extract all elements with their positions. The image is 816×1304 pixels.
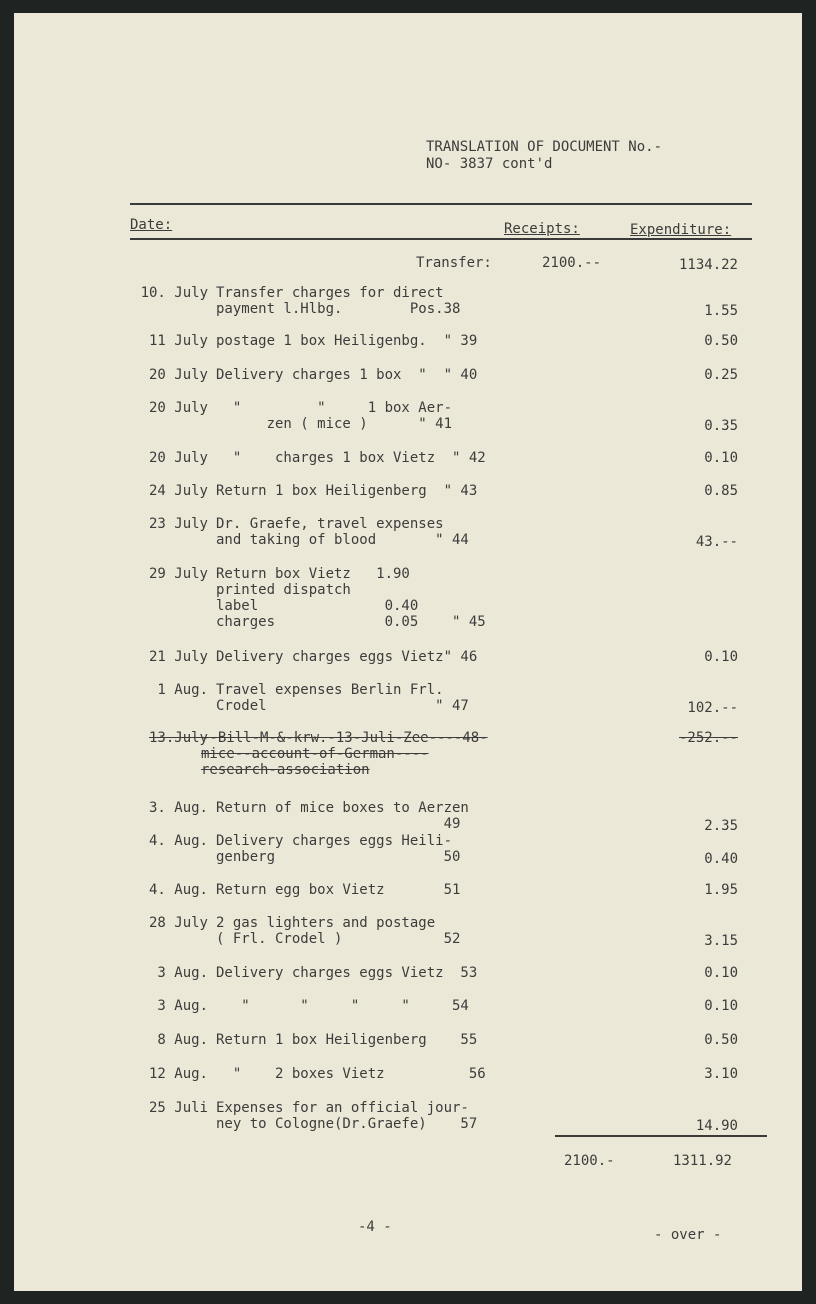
entry-expenditure: 0.85 bbox=[704, 483, 738, 499]
entry-description-line: Delivery charges eggs Vietz 53 bbox=[216, 965, 478, 981]
entry-description-line: label 0.40 bbox=[216, 598, 419, 614]
entry-expenditure: 3.10 bbox=[704, 1066, 738, 1082]
entry-expenditure: 3.15 bbox=[704, 933, 738, 949]
header-title: TRANSLATION OF DOCUMENT No.- bbox=[426, 139, 663, 155]
entry-expenditure: 0.50 bbox=[704, 333, 738, 349]
col-expenditure-header: Expenditure: bbox=[630, 222, 732, 238]
entry-description-line: Delivery charges eggs Heili- bbox=[216, 833, 453, 849]
transfer-receipts: 2100.-- bbox=[542, 255, 602, 271]
entry-date: 13.July bbox=[148, 730, 208, 746]
entry-date: 28 July bbox=[148, 915, 208, 931]
over-note: - over - bbox=[654, 1227, 722, 1243]
transfer-expenditure: 1134.22 bbox=[678, 257, 738, 273]
total-expenditure: 1311.92 bbox=[672, 1153, 732, 1169]
entry-date: 1 Aug. bbox=[157, 682, 208, 698]
entry-date: 20 July bbox=[148, 367, 208, 383]
entry-expenditure: 14.90 bbox=[695, 1118, 738, 1134]
entry-description-line: Transfer charges for direct bbox=[216, 285, 444, 301]
entry-description-line: Return 1 box Heiligenberg 55 bbox=[216, 1032, 478, 1048]
entry-description-line: Return egg box Vietz 51 bbox=[216, 882, 461, 898]
entry-description-line: Travel expenses Berlin Frl. bbox=[216, 682, 444, 698]
entry-expenditure: 0.25 bbox=[704, 367, 738, 383]
entry-date: 25 Juli bbox=[148, 1100, 208, 1116]
entry-expenditure: 0.10 bbox=[704, 450, 738, 466]
entry-expenditure: 0.10 bbox=[704, 965, 738, 981]
entry-date: 11 July bbox=[148, 333, 208, 349]
entry-date: 3 Aug. bbox=[157, 998, 208, 1014]
entry-description-line: --Bill-M-&-krw.-13-Juli-Zee----48- bbox=[201, 730, 488, 746]
total-receipts: 2100.- bbox=[564, 1153, 615, 1169]
entry-expenditure: 102.-- bbox=[687, 700, 738, 716]
entry-description-line: " charges 1 box Vietz " 42 bbox=[216, 450, 486, 466]
entry-description-line: payment l.Hlbg. Pos.38 bbox=[216, 301, 461, 317]
entry-description-line: zen ( mice ) " 41 bbox=[216, 416, 453, 432]
entry-description-line: Return of mice boxes to Aerzen bbox=[216, 800, 469, 816]
entry-description-line: 49 bbox=[216, 816, 461, 832]
entry-description-line: Return 1 box Heiligenberg " 43 bbox=[216, 483, 478, 499]
entry-description-line: charges 0.05 " 45 bbox=[216, 614, 486, 630]
page-number: -4 - bbox=[358, 1219, 392, 1235]
entry-expenditure: 1.55 bbox=[704, 303, 738, 319]
entry-description-line: " " " " 54 bbox=[216, 998, 469, 1014]
entry-date: 10. July bbox=[140, 285, 208, 301]
entry-date: 23 July bbox=[148, 516, 208, 532]
col-receipts-header: Receipts: bbox=[504, 221, 580, 237]
entry-expenditure: 0.50 bbox=[704, 1032, 738, 1048]
entry-description-line: research-association bbox=[201, 762, 370, 778]
entry-expenditure: 0.35 bbox=[704, 418, 738, 434]
entry-description-line: " 2 boxes Vietz 56 bbox=[216, 1066, 486, 1082]
top-rule bbox=[130, 203, 752, 205]
entry-description-line: Dr. Graefe, travel expenses bbox=[216, 516, 444, 532]
entry-date: 4. Aug. bbox=[148, 882, 208, 898]
entry-description-line: ( Frl. Crodel ) 52 bbox=[216, 931, 461, 947]
entry-expenditure: 0.10 bbox=[704, 649, 738, 665]
entry-date: 29 July bbox=[148, 566, 208, 582]
total-rule bbox=[555, 1135, 767, 1137]
entry-date: 20 July bbox=[148, 400, 208, 416]
entry-date: 20 July bbox=[148, 450, 208, 466]
entry-description-line: 2 gas lighters and postage bbox=[216, 915, 436, 931]
entry-description-line: Crodel " 47 bbox=[216, 698, 469, 714]
transfer-label: Transfer: bbox=[416, 255, 492, 271]
entry-description-line: postage 1 box Heiligenbg. " 39 bbox=[216, 333, 478, 349]
entry-date: 24 July bbox=[148, 483, 208, 499]
col-date-header: Date: bbox=[130, 217, 173, 233]
entry-expenditure: 0.10 bbox=[704, 998, 738, 1014]
entry-description-line: mice--account-of-German---- bbox=[201, 746, 429, 762]
header-rule bbox=[130, 238, 752, 240]
entry-expenditure: 1.95 bbox=[704, 882, 738, 898]
entry-expenditure: 43.-- bbox=[695, 534, 738, 550]
entry-description-line: Return box Vietz 1.90 bbox=[216, 566, 410, 582]
entry-description-line: printed dispatch bbox=[216, 582, 351, 598]
entry-date: 3. Aug. bbox=[148, 800, 208, 816]
entry-date: 3 Aug. bbox=[157, 965, 208, 981]
entry-date: 12 Aug. bbox=[148, 1066, 208, 1082]
entry-description-line: genberg 50 bbox=[216, 849, 461, 865]
entry-description-line: ney to Cologne(Dr.Graefe) 57 bbox=[216, 1116, 478, 1132]
entry-expenditure: 0.40 bbox=[704, 851, 738, 867]
entry-date: 8 Aug. bbox=[157, 1032, 208, 1048]
entry-expenditure: -252.-- bbox=[678, 730, 738, 746]
entry-description-line: Delivery charges eggs Vietz" 46 bbox=[216, 649, 478, 665]
entry-description-line: Expenses for an official jour- bbox=[216, 1100, 469, 1116]
entry-description-line: " " 1 box Aer- bbox=[216, 400, 453, 416]
entry-description-line: and taking of blood " 44 bbox=[216, 532, 469, 548]
entry-date: 21 July bbox=[148, 649, 208, 665]
entry-expenditure: 2.35 bbox=[704, 818, 738, 834]
entry-description-line: Delivery charges 1 box " " 40 bbox=[216, 367, 478, 383]
header-doc-number: NO- 3837 cont'd bbox=[426, 156, 553, 172]
entry-date: 4. Aug. bbox=[148, 833, 208, 849]
document-page bbox=[14, 13, 802, 1291]
